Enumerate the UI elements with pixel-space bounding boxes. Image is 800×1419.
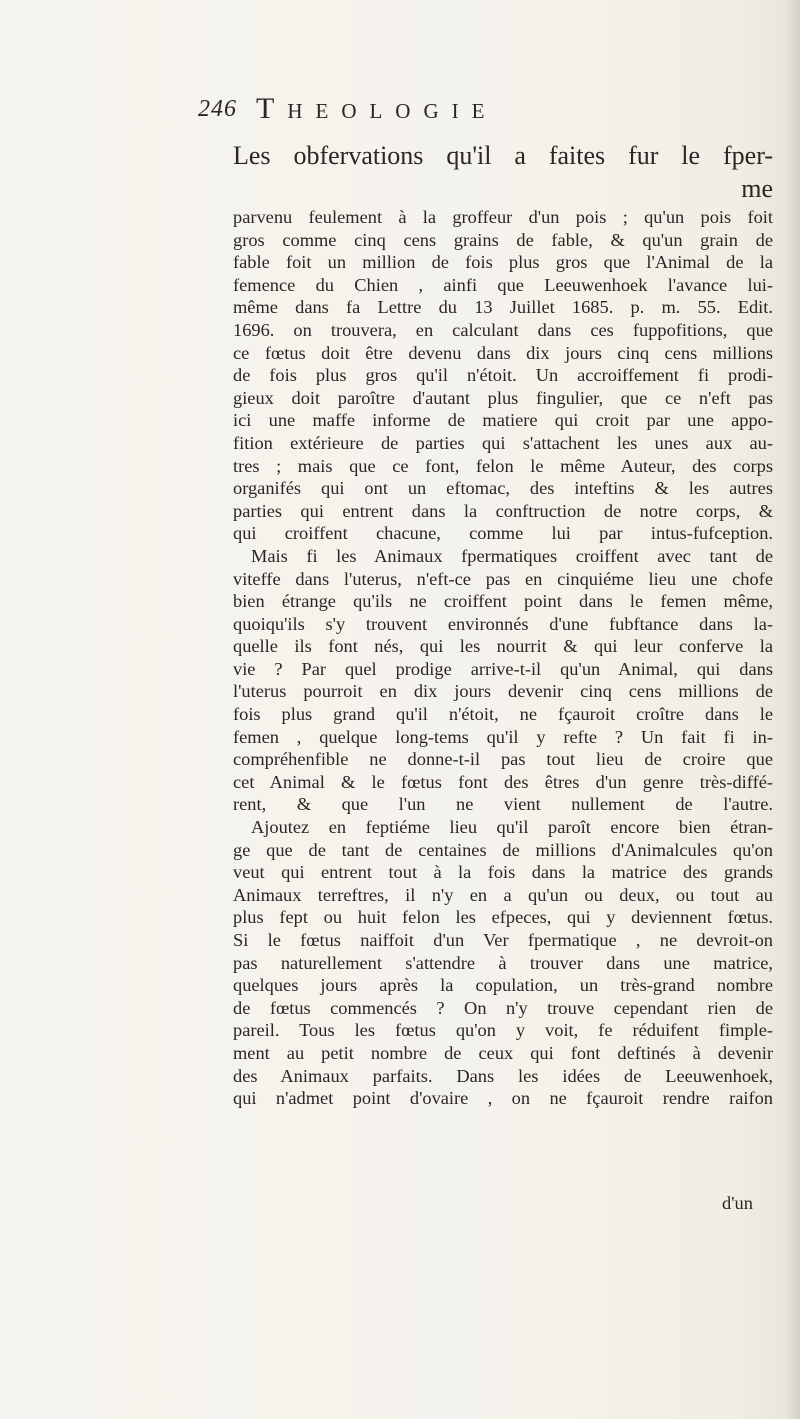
text-line: organifés qui ont un eftomac, des inteftins & les autres	[233, 478, 773, 499]
text-line: quelques jours après la copulation, un très-grand nombre	[233, 975, 773, 996]
text-line: fable foit un million de fois plus gros que l'Animal de la	[233, 252, 773, 273]
text-line: gieux doit paroître d'autant plus fingulier, que ce n'eft pas	[233, 387, 773, 408]
page-edge-shadow	[786, 0, 800, 1419]
text-line: de fœtus commencés ? On n'y trouve cependant rien de	[233, 997, 773, 1018]
text-line: Mais fi les Animaux fpermatiques croiffent avec tant de	[251, 545, 773, 566]
text-line: même dans fa Lettre du 13 Juillet 1685. p. m. 55. Edit.	[233, 297, 773, 318]
text-line: Si le fœtus naiffoit d'un Ver fpermatique , ne devroit-on	[233, 930, 773, 950]
text-line: ce fœtus doit être devenu dans dix jours cinq cens millions	[233, 342, 773, 363]
text-line: Ajoutez en feptiéme lieu qu'il paroît encore bien étran-	[251, 817, 773, 838]
page-number: 246	[198, 96, 237, 122]
text-line: cet Animal & le fœtus font des êtres d'un genre très-diffé-	[233, 771, 773, 792]
section-heading-line: Les obfervations qu'il a faites fur le fper-	[233, 141, 773, 170]
text-line: viteffe dans l'uterus, n'eft-ce pas en cinquiéme lieu une chofe	[233, 568, 773, 589]
running-head	[198, 92, 648, 136]
text-lines	[233, 206, 773, 1110]
section-heading-line: me	[741, 174, 773, 203]
text-line: Animaux terreftres, il n'y en a qu'un ou deux, ou tout au	[233, 884, 773, 905]
text-line: gros comme cinq cens grains de fable, & qu'un grain de	[233, 229, 773, 250]
body-text	[233, 140, 773, 1110]
text-line: veut qui entrent tout à la fois dans la matrice des grands	[233, 862, 773, 883]
text-line: pas naturellement s'attendre à trouver dans une matrice,	[233, 952, 773, 973]
text-line: fition extérieure de parties qui s'attachent les unes aux au-	[233, 432, 773, 453]
text-line: ici une maffe informe de matiere qui croit par une appo-	[233, 410, 773, 431]
text-line: quelle ils font nés, qui les nourrit & qui leur conferve la	[233, 636, 773, 657]
text-line: quoiqu'ils s'y trouvent environnés d'une fubftance dans la-	[233, 613, 773, 634]
text-line: parties qui entrent dans la conftruction de notre corps, &	[233, 500, 773, 521]
text-line: fois plus grand qu'il n'étoit, ne fçauroit croître dans le	[233, 704, 773, 725]
text-line: pareil. Tous les fœtus qu'on y voit, fe réduifent fimple-	[233, 1020, 773, 1041]
text-line: rent, & que l'un ne vient nullement de l'autre.	[233, 794, 773, 815]
text-line: bien étrange qu'ils ne croiffent point dans le femen même,	[233, 591, 773, 612]
text-line: tres ; mais que ce font, felon le même Auteur, des corps	[233, 455, 773, 476]
text-line: ge que de tant de centaines de millions d'Animalcules qu'on	[233, 839, 773, 860]
text-line: des Animaux parfaits. Dans les idées de Leeuwenhoek,	[233, 1065, 773, 1086]
text-line: parvenu feulement à la groffeur d'un pois ; qu'un pois foit	[233, 207, 773, 227]
catchword: d'un	[722, 1193, 753, 1213]
text-line: femen , quelque long-tems qu'il y refte ? Un fait fi in-	[233, 726, 773, 747]
text-line: ment au petit nombre de ceux qui font deftinés à devenir	[233, 1042, 773, 1063]
text-line: 1696. on trouvera, en calculant dans ces fuppofitions, que	[233, 319, 773, 340]
text-line: vie ? Par quel prodige arrive-t-il qu'un Animal, qui dans	[233, 658, 773, 679]
text-line: qui croiffent chacune, comme lui par intus-fufception.	[233, 523, 773, 544]
text-line: femence du Chien , ainfi que Leeuwenhoek l'avance lui-	[233, 274, 773, 295]
text-line: de fois plus gros qu'il n'étoit. Un accroiffement fi prodi-	[233, 365, 773, 386]
text-line: plus fept ou huit felon les efpeces, qui y deviennent fœtus.	[233, 907, 773, 928]
running-title: Theologie	[256, 92, 498, 125]
text-line: qui n'admet point d'ovaire , on ne fçauroit rendre raifon	[233, 1088, 773, 1109]
text-line: l'uterus pourroit en dix jours devenir cinq cens millions de	[233, 681, 773, 702]
text-line: compréhenfible ne donne-t-il pas tout lieu de croire que	[233, 749, 773, 770]
